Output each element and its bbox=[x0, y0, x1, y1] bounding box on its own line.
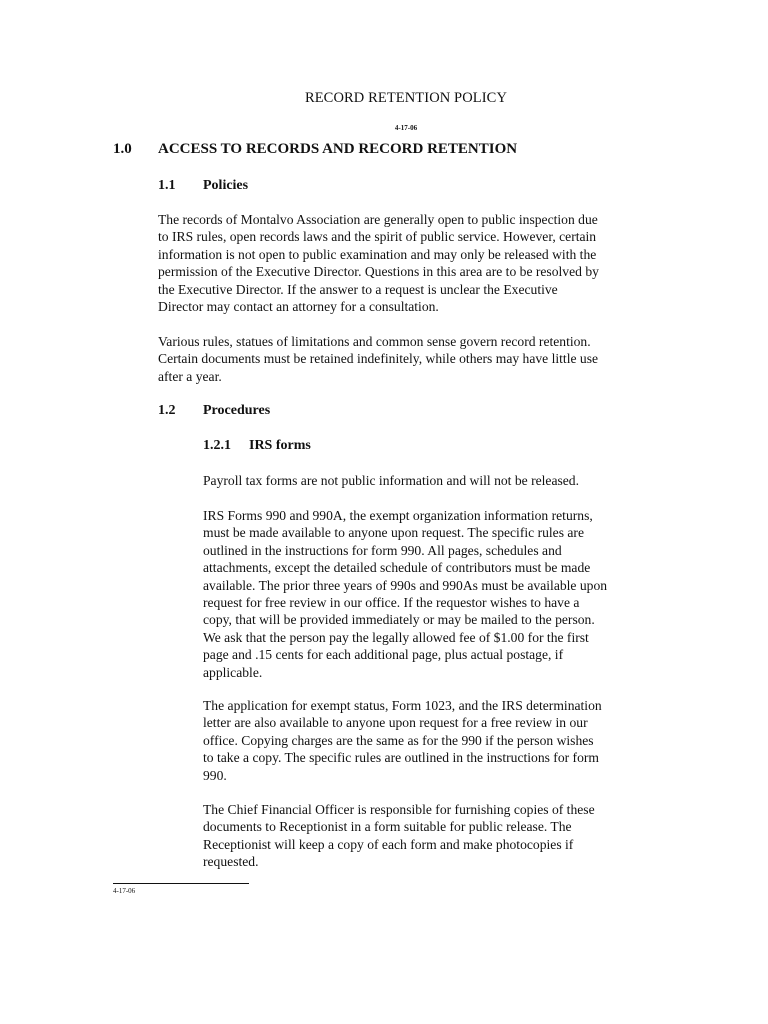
text-line: office. Copying charges are the same as for the 990 if the person wishes bbox=[203, 732, 594, 748]
subsubsection-title: IRS forms bbox=[249, 438, 311, 453]
paragraph-policies-2 bbox=[158, 333, 598, 385]
paragraph-irs-1 bbox=[203, 472, 579, 489]
document-date: 4-17-06 bbox=[394, 124, 418, 132]
paragraph-irs-2 bbox=[203, 507, 607, 681]
text-line: applicable. bbox=[203, 664, 263, 680]
text-line: available. The prior three years of 990s and 990As must be available upon bbox=[203, 577, 608, 593]
text-line: Payroll tax forms are not public information and will not be released. bbox=[203, 473, 579, 488]
subsubsection-heading-irs-forms bbox=[203, 438, 311, 454]
paragraph-irs-3 bbox=[203, 697, 602, 784]
text-line: We ask that the person pay the legally allowed fee of $1.00 for the first bbox=[203, 629, 589, 645]
subsection-title: Policies bbox=[203, 178, 249, 193]
text-line: to IRS rules, open records laws and the spirit of public service. However, certain bbox=[158, 229, 597, 245]
section-title: ACCESS TO RECORDS AND RECORD RETENTION bbox=[158, 141, 518, 157]
text-line: The records of Montalvo Association are generally open to public inspection due bbox=[158, 212, 598, 227]
text-line: 990. bbox=[203, 767, 227, 783]
text-line: Certain documents must be retained indefinitely, while others may have little use bbox=[158, 351, 599, 367]
text-line: requested. bbox=[203, 854, 259, 870]
subsection-title: Procedures bbox=[203, 403, 271, 418]
text-line: The application for exempt status, Form 1023, and the IRS determination bbox=[203, 698, 602, 713]
text-line: to take a copy. The specific rules are outlined in the instructions for form bbox=[203, 750, 599, 766]
text-line: permission of the Executive Director. Questions in this area are to be resolved by bbox=[158, 264, 599, 280]
text-line: page and .15 cents for each additional page, plus actual postage, if bbox=[203, 647, 564, 663]
text-line: documents to Receptionist in a form suitable for public release. The bbox=[203, 819, 572, 835]
subsection-number: 1.2 bbox=[158, 403, 176, 418]
text-line: Various rules, statues of limitations and common sense govern record retention. bbox=[158, 334, 591, 349]
subsubsection-number: 1.2.1 bbox=[203, 438, 231, 453]
paragraph-irs-4 bbox=[203, 801, 595, 871]
text-line: the Executive Director. If the answer to a request is unclear the Executive bbox=[158, 281, 558, 297]
text-line: information is not open to public examination and may only be released with the bbox=[158, 246, 597, 262]
text-line: Receptionist will keep a copy of each form and make photocopies if bbox=[203, 836, 574, 852]
text-line: request for free review in our office. If the requestor wishes to have a bbox=[203, 595, 580, 611]
subsection-heading-procedures bbox=[158, 403, 270, 419]
subsection-number: 1.1 bbox=[158, 178, 176, 193]
text-line: The Chief Financial Officer is responsible for furnishing copies of these bbox=[203, 802, 595, 817]
section-heading bbox=[113, 141, 517, 158]
subsection-heading-policies bbox=[158, 178, 248, 194]
text-line: after a year. bbox=[158, 368, 222, 384]
footer-rule bbox=[113, 883, 249, 884]
text-line: copy, that will be provided immediately or may be mailed to the person. bbox=[203, 612, 595, 628]
paragraph-policies-1 bbox=[158, 211, 599, 315]
text-line: must be made available to anyone upon request. The specific rules are bbox=[203, 525, 584, 541]
section-number: 1.0 bbox=[113, 141, 132, 157]
document-title: RECORD RETENTION POLICY bbox=[304, 90, 508, 106]
text-line: Director may contact an attorney for a consultation. bbox=[158, 299, 439, 315]
footer-date: 4-17-06 bbox=[113, 887, 136, 895]
text-line: outlined in the instructions for form 990. All pages, schedules and bbox=[203, 542, 562, 558]
text-line: IRS Forms 990 and 990A, the exempt organization information returns, bbox=[203, 508, 593, 523]
text-line: letter are also available to anyone upon request for a free review in our bbox=[203, 715, 588, 731]
text-line: attachments, except the detailed schedule of contributors must be made bbox=[203, 560, 591, 576]
